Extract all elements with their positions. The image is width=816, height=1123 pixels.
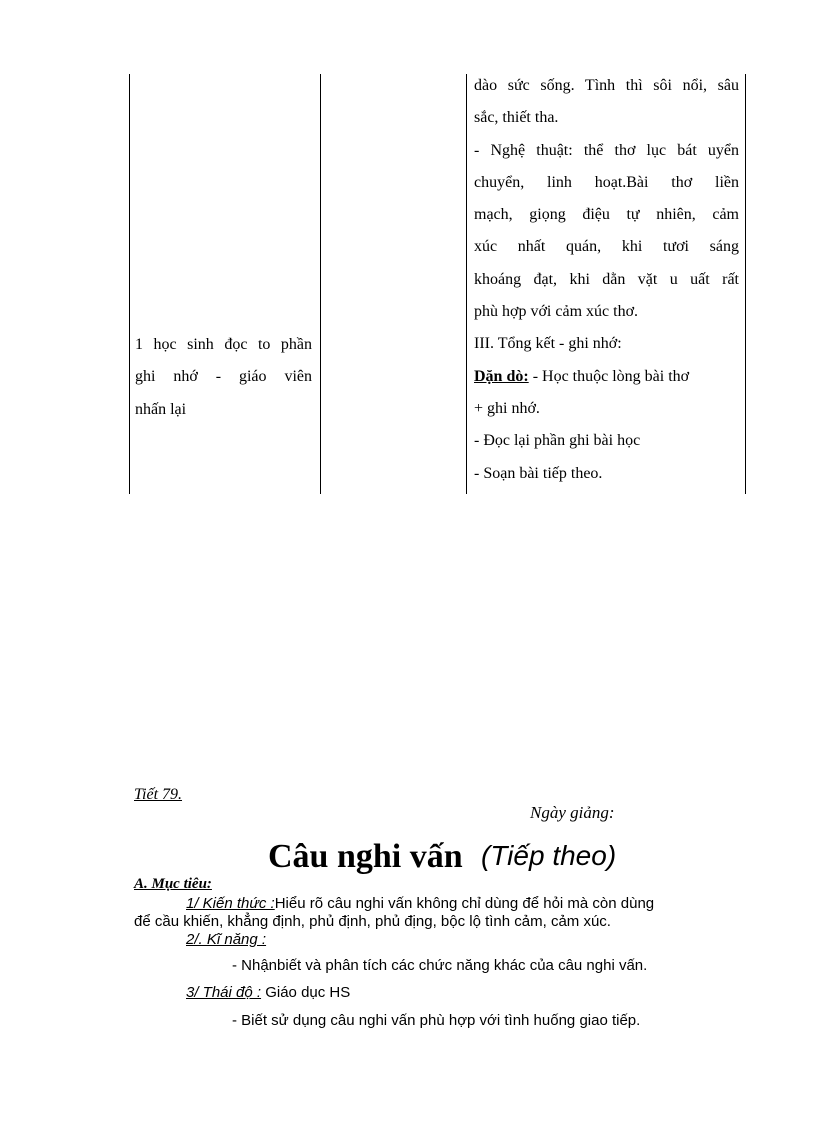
cell-line: dào sức sống. Tình thì sôi nổi, sâu bbox=[474, 77, 739, 94]
objectives-heading: A. Mục tiêu: bbox=[134, 876, 212, 892]
cell-line: - Soạn bài tiếp theo. bbox=[474, 464, 603, 482]
knowledge-text: Hiểu rõ câu nghi vấn không chỉ dùng để hỏi mà còn dùng bbox=[274, 895, 655, 912]
attitude-label: 3/ Thái độ : bbox=[186, 984, 262, 1001]
cell-line: - Nghệ thuật: thể thơ lục bát uyển bbox=[474, 141, 739, 159]
dan-do-label: Dặn dò: bbox=[474, 367, 529, 385]
attitude-line bbox=[186, 984, 350, 1001]
attitude-text: Giáo dục HS bbox=[261, 984, 351, 1001]
dan-do-line bbox=[474, 361, 739, 393]
lesson-number: Tiết 79. bbox=[134, 786, 183, 803]
teaching-date-label: Ngày giảng: bbox=[530, 803, 615, 822]
table-border-right bbox=[745, 74, 746, 494]
table-border-mid-2 bbox=[466, 74, 467, 494]
cell-line: ghi nhớ - giáo viên bbox=[135, 368, 312, 386]
dan-do-text: - Học thuộc lòng bài thơ bbox=[528, 367, 690, 385]
table-border-left bbox=[129, 74, 130, 494]
cell-line: phù hợp với cảm xúc thơ. bbox=[474, 303, 639, 321]
cell-line: sắc, thiết tha. bbox=[474, 109, 559, 127]
cell-line: xúc nhất quán, khi tươi sáng bbox=[474, 238, 739, 256]
table-border-mid-1 bbox=[320, 74, 321, 494]
cell-line: khoáng đạt, khi dằn vặt u uất rất bbox=[474, 270, 739, 288]
lesson-title: Câu nghi vấn bbox=[268, 838, 463, 875]
skills-label: 2/. Kĩ năng : bbox=[186, 931, 267, 948]
cell-line: mạch, giọng điệu tự nhiên, cảm bbox=[474, 206, 739, 224]
cell-line: 1 học sinh đọc to phần bbox=[135, 336, 312, 353]
knowledge-line bbox=[186, 895, 654, 912]
attitude-detail: - Biết sử dụng câu nghi vấn phù hợp với tình huống giao tiếp. bbox=[232, 1012, 641, 1029]
lesson-title-suffix: (Tiếp theo) bbox=[481, 840, 617, 871]
cell-line: nhấn lại bbox=[135, 400, 187, 418]
cell-line: - Đọc lại phần ghi bài học bbox=[474, 432, 641, 450]
knowledge-label: 1/ Kiến thức : bbox=[186, 895, 275, 912]
section-heading: III. Tổng kết - ghi nhớ: bbox=[474, 335, 622, 353]
skills-text: - Nhậnbiết và phân tích các chức năng khác của câu nghi vấn. bbox=[232, 957, 648, 974]
cell-line: + ghi nhớ. bbox=[474, 399, 540, 417]
knowledge-text-cont: để cầu khiến, khẳng định, phủ định, phủ địng, bộc lộ tình cảm, cảm xúc. bbox=[134, 913, 611, 930]
cell-line: chuyển, linh hoạt.Bài thơ liền bbox=[474, 173, 739, 191]
table-cell-activity bbox=[135, 329, 312, 426]
table-cell-content bbox=[474, 70, 739, 490]
